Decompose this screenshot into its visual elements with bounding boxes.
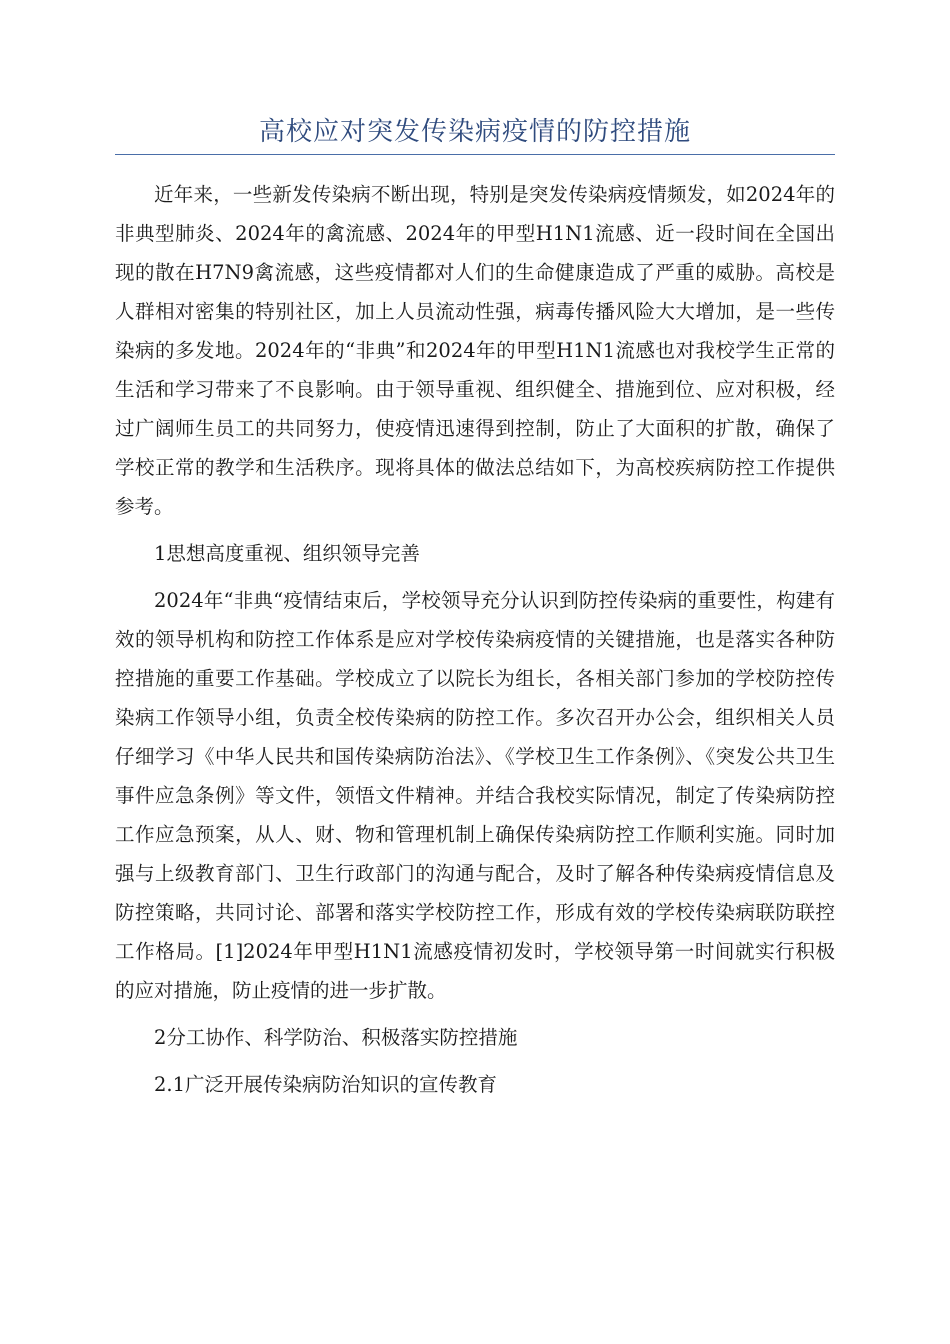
title-underline [115,154,835,155]
document-body [115,175,835,1112]
section-heading-1: 1思想高度重视、组织领导完善 [154,542,420,565]
paragraph-intro: 近年来，一些新发传染病不断出现，特别是突发传染病疫情频发，如2024年的非典型肺炎、2024年的禽流感、2024年的甲型H1N1流感、近一段时间在全国出现的散在H7N9禽流感，这些疫情都对人们的生命健康造成了严重的威胁。高校是人群相对密集的特别社区，加上人员流动性强，病毒传播风险大大增加，是一些传染病的多发地。2024年的“非典”和2024年的甲型H1N1流感也对我校学生正常的生活和学习带来了不良影响。由于领导重视、组织健全、措施到位、应对积极，经过广阔师生员工的共同努力，使疫情迅速得到控制，防止了大面积的扩散，确保了学校正常的教学和生活秩序。现将具体的做法总结如下，为高校疾病防控工作提供参考。 [115,183,835,518]
paragraph-section-1: 2024年“非典“疫情结束后，学校领导充分认识到防控传染病的重要性，构建有效的领导机构和防控工作体系是应对学校传染病疫情的关键措施，也是落实各种防控措施的重要工作基础。学校成立了以院长为组长，各相关部门参加的学校防控传染病工作领导小组，负责全校传染病的防控工作。多次召开办公会，组织相关人员仔细学习《中华人民共和国传染病防治法》、《学校卫生工作条例》、《突发公共卫生事件应急条例》等文件，领悟文件精神。并结合我校实际情况，制定了传染病防控工作应急预案，从人、财、物和管理机制上确保传染病防控工作顺利实施。同时加强与上级教育部门、卫生行政部门的沟通与配合，及时了解各种传染病疫情信息及防控策略，共同讨论、部署和落实学校防控工作，形成有效的学校传染病联防联控工作格局。[1]2024年甲型H1N1流感疫情初发时，学校领导第一时间就实行积极的应对措施，防止疫情的进一步扩散。 [115,589,835,1002]
document-title: 高校应对突发传染病疫情的防控措施 [258,117,691,147]
section-heading-2: 2分工协作、科学防治、积极落实防控措施 [154,1026,518,1049]
subsection-heading-2-1: 2.1广泛开展传染病防治知识的宣传教育 [154,1073,498,1096]
